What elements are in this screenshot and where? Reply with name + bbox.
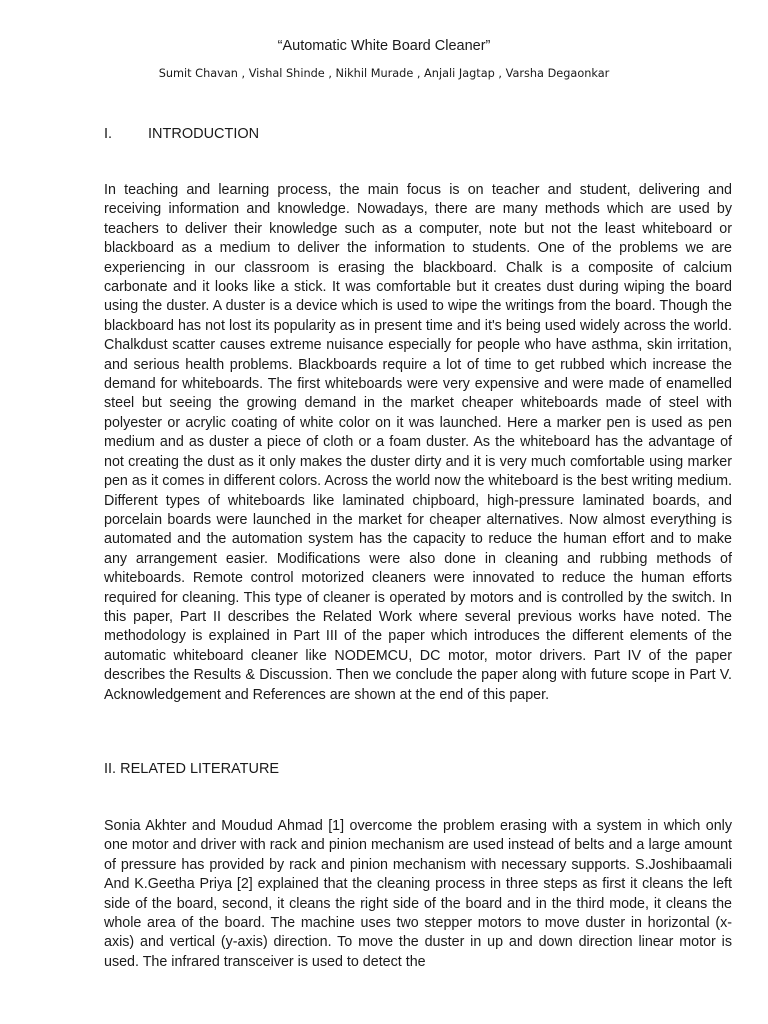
section-number: I.	[104, 126, 113, 142]
paper-title: “Automatic White Board Cleaner”	[277, 38, 491, 54]
author-list: Sumit Chavan , Vishal Shinde , Nikhil Murade , Anjali Jagtap , Varsha Degaonkar	[158, 67, 610, 80]
introduction-paragraph: In teaching and learning process, the main focus is on teacher and student, delivering and receiving information and knowledge. Nowadays, there are many methods which are used by teachers to deliver their knowledge such as a computer, note but not the least whiteboard or blackboard as a medium to deliver the information to students. One of the problems we are experiencing in our classroom is erasing the blackboard. Chalk is a composite of calcium carbonate and it looks like a stick. It was comfortable but it creates dust during wiping the board using the duster. A duster is a device which is used to wipe the writings from the board. Though the blackboard has not lost its popularity as in present time and it's being used widely across the world. Chalkdust scatter causes extreme nuisance especially for people who have asthma, skin irritation, and serious health problems. Blackboards require a lot of time to get rubbed which increase the demand for whiteboards. The first whiteboards were very expensive and were made of enamelled steel but seeing the growing demand in the market cheaper whiteboards made of steel with polyester or acrylic coating of white color on it was launched. Here a marker pen is used as pen medium and as duster a piece of cloth or a foam duster. As the whiteboard has the advantage of not creating the dust as it only makes the duster dirty and it is very much comfortable using marker pen as it comes in different colors. Across the world now the whiteboard is the best writing medium. Different types of whiteboards like laminated chipboard, high-pressure laminated boards, and porcelain boards were launched in the market for cheaper alternatives. Now almost everything is automated and the automation system has the capacity to reduce the human effort and to make any arrangement easier. Modifications were also done in cleaning and rubbing methods of whiteboards. Remote control motorized cleaners were innovated to reduce the human efforts required for cleaning. This type of cleaner is operated by motors and is controlled by the switch. In this paper, Part II describes the Related Work where several previous works have noted. The methodology is explained in Part III of the paper which introduces the different elements of the automatic whiteboard cleaner like NODEMCU, DC motor, motor drivers. Part IV of the paper describes the Results & Discussion. Then we conclude the paper along with future scope in Part V. Acknowledgement and References are shown at the end of this paper.	[104, 182, 732, 703]
section-title: INTRODUCTION	[148, 126, 260, 142]
related-literature-paragraph: Sonia Akhter and Moudud Ahmad [1] overcome the problem erasing with a system in which only one motor and driver with rack and pinion mechanism are used instead of belts and a large amount of pressure has provided by rack and pinion mechanism with necessary supports. S.Joshibaamali And K.Geetha Priya [2] explained that the cleaning process in three steps as first it cleans the left side of the board, second, it cleans the right side of the board and in the third mode, it cleans the whole area of the board. The machine uses two stepper motors to move duster in horizontal (x-axis) and vertical (y-axis) direction. To move the duster in up and down direction linear motor is used. The infrared transceiver is used to detect the	[104, 818, 732, 970]
section-heading-related-literature: II. RELATED LITERATURE	[104, 761, 280, 777]
section-heading-introduction	[104, 124, 259, 144]
